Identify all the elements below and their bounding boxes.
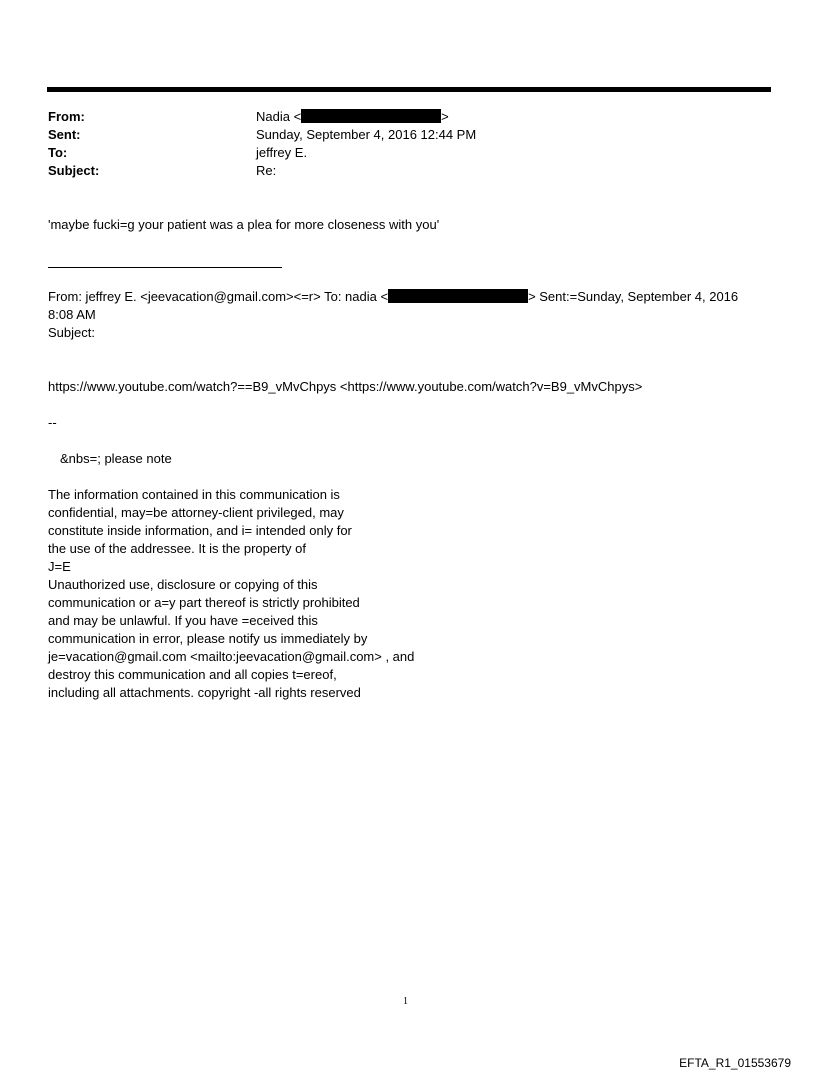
disclaimer-line: confidential, may=be attorney-client privileged, may [48,505,344,520]
disclaimer-line: je=vacation@gmail.com <mailto:jeevacation@gmail.com> , and [48,649,415,664]
disclaimer-line: The information contained in this communication is [48,487,340,502]
disclaimer-line: J=E [48,559,71,574]
header-rule [47,87,771,92]
sent-value: Sunday, September 4, 2016 12:44 PM [256,127,477,142]
redaction-box [388,289,528,303]
disclaimer-line: including all attachments. copyright -all rights reserved [48,685,361,700]
to-value: jeffrey E. [256,145,308,160]
bates-number: EFTA_R1_01553679 [679,1056,791,1070]
signature-dashes: -- [48,415,57,430]
subject-value: Re: [256,163,277,178]
quote-separator [48,267,282,268]
from-name: Nadia < [256,109,302,124]
subject-label: Subject: [48,163,100,178]
from-value [256,108,449,126]
page-number: 1 [403,996,408,1007]
youtube-link[interactable]: https://www.youtube.com/watch?==B9_vMvChpys <https://www.youtube.com/watch?v=B9_vMvChpys> [48,379,643,394]
disclaimer-line: communication or a=y part thereof is strictly prohibited [48,595,360,610]
quoted-from-to: From: jeffrey E. <jeevacation@gmail.com><=r> To: nadia < [48,289,389,304]
disclaimer-line: destroy this communication and all copies t=ereof, [48,667,337,682]
sent-label: Sent: [48,127,81,142]
quoted-time: 8:08 AM [48,307,96,322]
from-label: From: [48,109,85,124]
disclaimer-block [48,486,414,702]
quoted-subject: Subject: [48,325,95,340]
disclaimer-line: the use of the addressee. It is the property of [48,541,306,556]
from-close: > [441,109,449,124]
please-note: &nbs=; please note [60,451,172,466]
disclaimer-line: and may be unlawful. If you have =eceived this [48,613,318,628]
to-label: To: [48,145,68,160]
disclaimer-line: Unauthorized use, disclosure or copying of this [48,577,318,592]
redaction-box [301,109,441,123]
reply-text: 'maybe fucki=g your patient was a plea for more closeness with you' [48,217,440,232]
quoted-sent: > Sent:=Sunday, September 4, 2016 [528,289,739,304]
disclaimer-line: constitute inside information, and i= intended only for [48,523,352,538]
quoted-header-line [48,288,738,306]
disclaimer-line: communication in error, please notify us immediately by [48,631,368,646]
